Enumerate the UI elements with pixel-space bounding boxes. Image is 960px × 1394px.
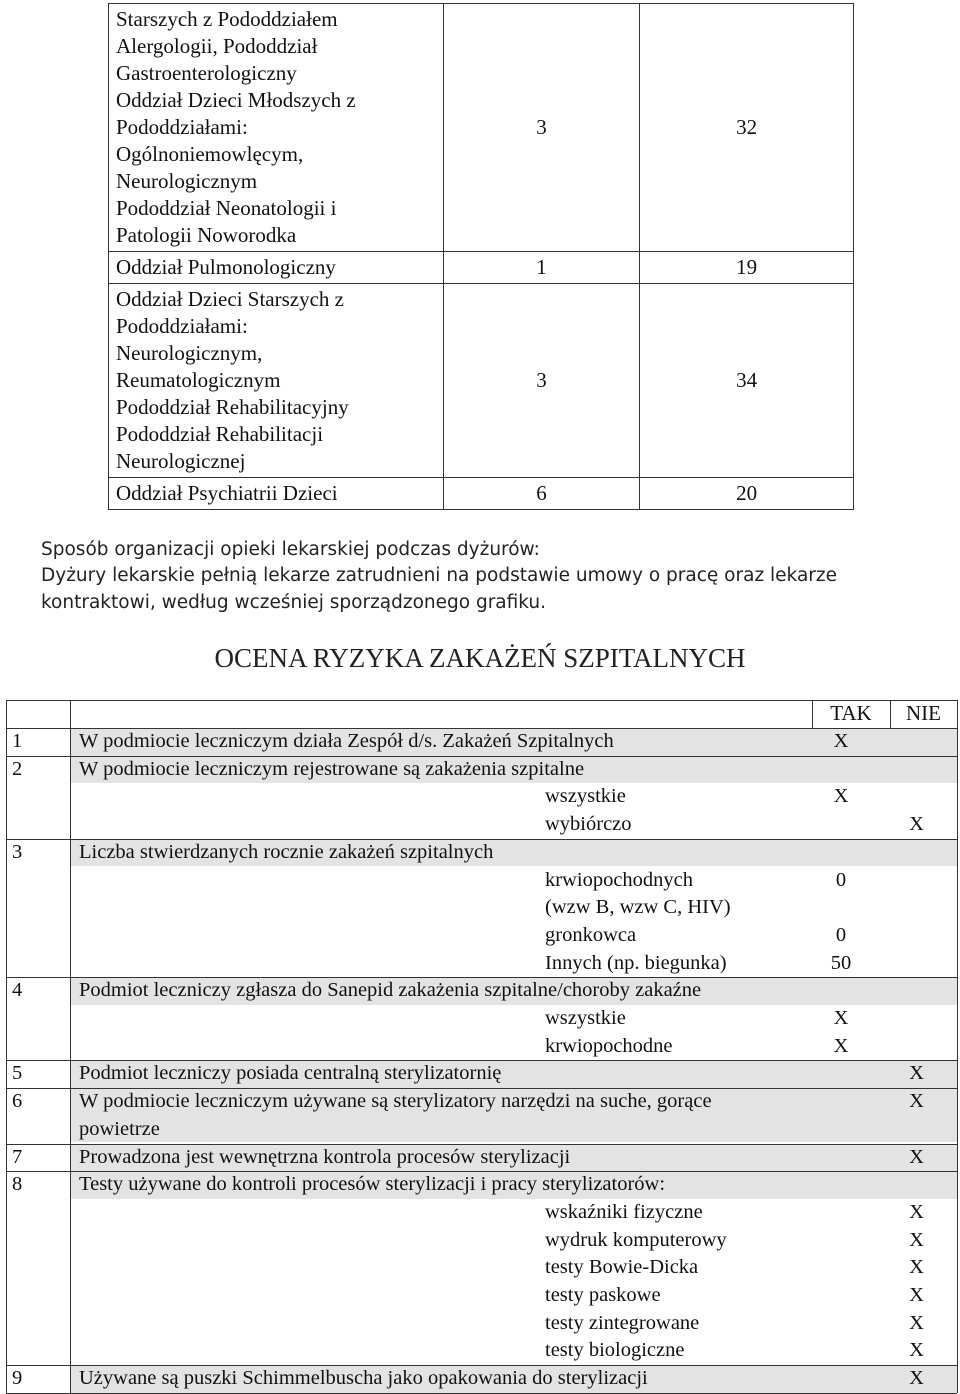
item-number: 3 — [12, 840, 23, 863]
item-text: W podmiocie leczniczym rejestrowane są zakażenia szpitalne — [79, 757, 585, 780]
department-name-line: Pododdział Rehabilitacji — [116, 422, 324, 446]
department-name-line: Alergologii, Pododdział — [116, 34, 318, 58]
departments-table-body — [109, 4, 854, 510]
sub-item-text: krwiopochodne — [545, 1034, 673, 1057]
department-count-a: 3 — [443, 284, 640, 478]
item-number: 7 — [12, 1145, 23, 1168]
item-text: Podmiot leczniczy zgłasza do Sanepid zakażenia szpitalne/choroby zakaźne — [79, 979, 702, 1002]
nie-value: X — [909, 1339, 924, 1362]
sub-item-text: wskaźniki fizyczne — [545, 1200, 703, 1223]
department-name-line: Pododdział Neonatologii i — [116, 196, 337, 220]
item-number: 6 — [12, 1090, 23, 1113]
sub-item-text: wybiórczo — [545, 813, 632, 836]
item-text: Prowadzona jest wewnętrzna kontrola procesów sterylizacji — [79, 1145, 571, 1168]
item-text: Liczba stwierdzanych rocznie zakażeń szpitalnych — [79, 840, 494, 863]
department-row — [109, 284, 854, 478]
sub-item-text: testy paskowe — [545, 1284, 661, 1306]
nie-value: X — [909, 1311, 924, 1334]
section-heading: OCENA RYZYKA ZAKAŻEŃ SZPITALNYCH — [214, 643, 746, 673]
item-number: 2 — [12, 757, 23, 780]
item-text: Używane są puszki Schimmelbuscha jako opakowania do sterylizacji — [79, 1367, 648, 1390]
item-number: 9 — [12, 1367, 23, 1390]
nie-value: X — [909, 813, 924, 836]
nie-value: X — [909, 1090, 924, 1113]
nie-value: X — [909, 1062, 924, 1085]
nie-value: X — [909, 1200, 924, 1223]
department-count-b: 19 — [640, 252, 854, 284]
sub-item-text: Innych (np. biegunka) — [545, 951, 727, 974]
department-name-line: Pododdziałami: — [116, 314, 248, 338]
sub-item-text: testy biologiczne — [545, 1339, 685, 1362]
sub-item-text: wydruk komputerowy — [545, 1228, 727, 1251]
tak-value: X — [833, 730, 849, 752]
tak-value: 0 — [835, 868, 847, 891]
tak-value: X — [833, 1007, 849, 1029]
department-name — [109, 252, 444, 284]
department-name-line: Neurologicznym — [116, 169, 258, 193]
sub-item-text: testy zintegrowane — [545, 1311, 700, 1334]
item-number: 1 — [12, 730, 23, 752]
col-border-text — [70, 700, 71, 1393]
tak-value: 0 — [835, 923, 847, 946]
item-text: W podmiocie leczniczym działa Zespół d/s. Zakażeń Szpitalnych — [79, 730, 614, 752]
department-row — [109, 4, 854, 252]
department-name-line: Gastroenterologiczny — [116, 61, 297, 85]
department-name — [109, 478, 444, 510]
department-name-line: Ogólnoniemowlęcym, — [116, 142, 304, 166]
sub-item-text: (wzw B, wzw C, HIV) — [545, 896, 731, 919]
item-text: Podmiot leczniczy posiada centralną sterylizatornię — [79, 1062, 502, 1085]
department-name-line: Oddział Pulmonologiczny — [116, 255, 336, 279]
department-row — [109, 478, 854, 510]
nie-value: X — [909, 1228, 924, 1251]
department-count-a: 6 — [443, 478, 640, 510]
item-text: powietrze — [79, 1117, 160, 1140]
nie-value: X — [909, 1145, 924, 1168]
nie-value: X — [909, 1367, 924, 1390]
duty-organization-text-line1: Dyżury lekarskie pełnią lekarze zatrudnieni na podstawie umowy o pracę oraz lekarze — [41, 565, 837, 586]
item-number: 4 — [12, 979, 23, 1002]
column-header-tak: TAK — [830, 701, 872, 725]
sub-item-text: wszystkie — [545, 785, 626, 808]
department-name-line: Oddział Dzieci Starszych z — [116, 287, 344, 311]
department-name-line: Pododdział Rehabilitacyjny — [116, 395, 349, 419]
nie-value: X — [909, 1256, 924, 1279]
sub-item-text: gronkowca — [545, 923, 637, 946]
item-text: Testy używane do kontroli procesów sterylizacji i pracy sterylizatorów: — [79, 1173, 666, 1196]
sub-item-text: krwiopochodnych — [545, 868, 694, 891]
sub-item-text: wszystkie — [545, 1007, 626, 1029]
department-row — [109, 252, 854, 284]
department-name-line: Neurologicznej — [116, 449, 246, 473]
sub-item-text: testy Bowie-Dicka — [545, 1256, 699, 1279]
duty-organization-label: Sposób organizacji opieki lekarskiej podczas dyżurów: — [41, 539, 540, 560]
nie-value: X — [909, 1284, 924, 1306]
tak-value: X — [833, 785, 849, 808]
department-count-b: 32 — [640, 4, 854, 252]
tak-value: X — [833, 1034, 849, 1057]
department-name-line: Reumatologicznym — [116, 368, 281, 392]
department-name-line: Patologii Noworodka — [116, 223, 297, 247]
department-name — [109, 4, 444, 252]
department-count-a: 3 — [443, 4, 640, 252]
department-count-b: 34 — [640, 284, 854, 478]
item-text: W podmiocie leczniczym używane są sterylizatory narzędzi na suche, gorące — [79, 1090, 712, 1113]
department-name-line: Oddział Psychiatrii Dzieci — [116, 481, 338, 505]
item-number: 8 — [12, 1173, 23, 1196]
row-shade — [71, 1116, 957, 1143]
tak-value: 50 — [830, 951, 852, 974]
department-name — [109, 284, 444, 478]
infection-risk-table — [6, 700, 958, 1392]
department-name-line: Starszych z Pododdziałem — [116, 7, 338, 31]
duty-organization-text-line2: kontraktowi, według wcześniej sporządzonego grafiku. — [41, 592, 547, 613]
department-count-a: 1 — [443, 252, 640, 284]
item-number: 5 — [12, 1062, 23, 1085]
department-count-b: 20 — [640, 478, 854, 510]
department-name-line: Neurologicznym, — [116, 341, 263, 365]
department-name-line: Pododdziałami: — [116, 115, 248, 139]
departments-table — [108, 3, 854, 510]
col-border-right — [957, 700, 958, 1393]
column-header-nie: NIE — [906, 701, 941, 725]
col-border-left — [6, 700, 7, 1393]
department-name-line: Oddział Dzieci Młodszych z — [116, 88, 356, 112]
